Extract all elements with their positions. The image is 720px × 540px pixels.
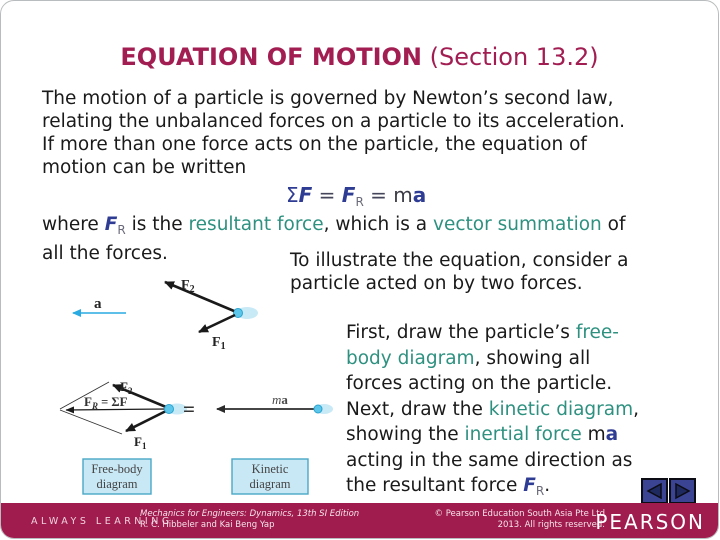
text-line: relating the unbalanced forces on a particle to its acceleration. bbox=[42, 111, 626, 132]
equals-sign: = bbox=[183, 397, 195, 421]
particle-dot-fbd bbox=[165, 405, 174, 414]
book-authors: R. C. Hibbeler and Kai Beng Yap bbox=[140, 520, 275, 530]
text-line: particle acted on by two forces. bbox=[290, 273, 583, 294]
text-line: all the forces. bbox=[42, 243, 168, 264]
force-f1-arrow-fbd bbox=[126, 411, 166, 431]
previous-arrow-icon bbox=[643, 481, 666, 501]
term-free-body-diagram: free- bbox=[575, 322, 619, 343]
text-line: the resultant force $F_R$. bbox=[346, 475, 551, 498]
free-body-diagram-box-label: Free-body bbox=[91, 462, 143, 476]
force-f1-arrow bbox=[199, 315, 235, 332]
slide-title bbox=[1, 43, 718, 71]
slide-title-section: (Section 13.2) bbox=[422, 43, 599, 71]
text-line: First, draw the particle’s free- bbox=[346, 322, 619, 343]
free-body-diagram-box-label2: diagram bbox=[96, 477, 138, 491]
text-line: showing the inertial force ma bbox=[346, 424, 619, 445]
text-line: The motion of a particle is governed by Newton’s second law, bbox=[42, 88, 614, 109]
always-learning-label: ALWAYS LEARNING bbox=[31, 516, 173, 527]
resultant-arrow bbox=[66, 409, 167, 410]
book-reference bbox=[140, 509, 359, 531]
force-f1-label: $F_1$ bbox=[212, 335, 226, 352]
slide-title-main: EQUATION OF MOTION bbox=[120, 43, 423, 71]
text-line: To illustrate the equation, consider a bbox=[290, 250, 629, 271]
term-resultant-force: resultant force bbox=[188, 214, 324, 235]
slide-nav bbox=[641, 478, 697, 504]
equation-of-motion: $\Sigma F = F_R$ = ma bbox=[286, 183, 427, 209]
term-kinetic-diagram: kinetic diagram bbox=[488, 398, 634, 420]
next-slide-button[interactable] bbox=[669, 478, 696, 504]
force-f2-arrow bbox=[165, 282, 234, 311]
pearson-logo: PEARSON bbox=[595, 510, 705, 534]
term-inertial-force: inertial force bbox=[464, 424, 582, 445]
text-line: Next, draw the kinetic diagram, bbox=[346, 398, 640, 420]
force-f1-label-fbd: $F_1$ bbox=[134, 434, 147, 451]
ma-label: ma bbox=[272, 392, 288, 407]
text-line: acting in the same direction as bbox=[346, 449, 633, 471]
sigma-symbol: Σ bbox=[286, 183, 299, 207]
text-line: body diagram, showing all bbox=[346, 347, 591, 369]
parallelogram-side-bottom bbox=[60, 410, 122, 434]
kinetic-diagram-box-label: Kinetic bbox=[251, 462, 289, 476]
text-line: forces acting on the particle. bbox=[346, 373, 613, 394]
previous-slide-button[interactable] bbox=[641, 478, 668, 504]
text-line: If more than one force acts on the particle, the equation of bbox=[42, 134, 587, 155]
next-arrow-icon bbox=[671, 481, 694, 501]
particle-dot-kinetic bbox=[314, 405, 322, 413]
forces-diagram bbox=[31, 263, 351, 503]
force-f2-label: $F_2$ bbox=[181, 278, 195, 295]
term-vector-summation: vector summation bbox=[433, 214, 602, 235]
resultant-label: $F_R = \Sigma F$ bbox=[84, 394, 128, 411]
intro-paragraph bbox=[42, 87, 625, 179]
footer-bar bbox=[1, 503, 718, 538]
copyright-notice: © Pearson Education South Asia Pte Ltd 2013. All rights reserved. bbox=[434, 509, 605, 530]
kinetic-diagram-box-label2: diagram bbox=[249, 477, 291, 491]
book-title: Mechanics for Engineers: Dynamics, 13th SI Edition bbox=[140, 509, 360, 519]
force-f2-label-fbd: $F_2$ bbox=[120, 379, 133, 396]
steps-paragraph bbox=[346, 320, 639, 505]
text-line: where $F_R$ is the resultant force, which is a vector summation of bbox=[42, 214, 626, 237]
text-line: motion can be written bbox=[42, 157, 247, 178]
acceleration-label: a bbox=[94, 296, 102, 312]
